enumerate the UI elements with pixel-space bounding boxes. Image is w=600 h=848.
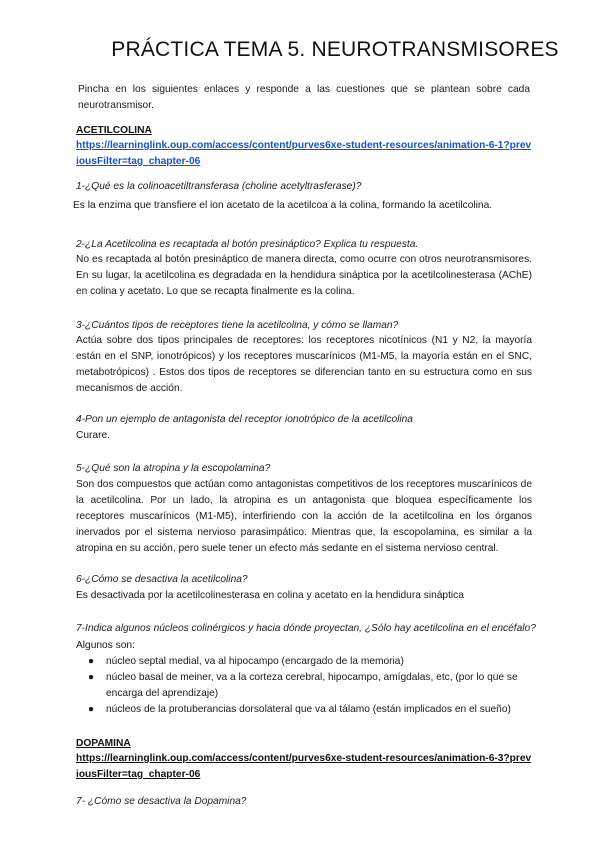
page-title: PRÁCTICA TEMA 5. NEUROTRANSMISORES [111, 38, 559, 61]
nuclei-list [76, 654, 532, 718]
answer-4: Curare. [76, 430, 110, 441]
question-2: 2-¿La Acetilcolina es recaptada al botón presináptico? Explica tu respuesta. [76, 239, 419, 250]
question-1: 1-¿Qué es la colinoacetiltransferasa (choline acetyltrasferase)? [76, 181, 362, 192]
question-7: 7-Indica algunos núcleos colinérgicos y hacia dónde proyectan, ¿Sólo hay acetilcolina en el encéfalo? [76, 623, 536, 634]
answer-3: Actúa sobre dos tipos principales de receptores: los receptores nicotínicos (N1 y N2, la mayoría están en el SNP, ionotrópicos) y los receptores muscarínicos (M1-M5, la mayoría están en el SNC, metabotrópicos) . Estos dos tipos de receptores se diferencian tanto en su estructura como en sus mecanismos de acción. [76, 335, 532, 394]
question-dopamina-7: 7- ¿Cómo se desactiva la Dopamina? [76, 796, 247, 807]
dopamina-link[interactable]: https://learninglink.oup.com/access/content/purves6xe-student-resources/animation-6-3?previousFilter=tag_chapter-06 [76, 753, 532, 780]
list-item: ● núcleo septal medial, va al hipocampo (encargado de la memoria) [76, 654, 532, 670]
question-4: 4-Pon un ejemplo de antagonista del receptor ionotrópico de la acetilcolina [76, 414, 413, 425]
question-6: 6-¿Cómo se desactiva la acetilcolina? [76, 574, 248, 585]
answer-2: No es recaptada al botón presináptico de manera directa, como ocurre con otros neurotransmisores. En su lugar, la acetilcolina es degradada en la hendidura sináptica por la acetilcolinesterasa (AChE) en colina y acetato. Lo que se recapta finalmente es la colina. [76, 254, 532, 297]
list-item: ● núcleos de la protuberancias dorsolateral que va al tálamo (están implicados en el sueño) [76, 702, 532, 718]
question-5: 5-¿Qué son la atropina y la escopolamina? [76, 463, 271, 474]
acetilcolina-link[interactable]: https://learninglink.oup.com/access/content/purves6xe-student-resources/animation-6-1?previousFilter=tag_chapter-06 [76, 140, 532, 167]
bullet-icon: ● [88, 672, 95, 683]
bullet-icon: ● [88, 704, 95, 715]
answer-1: Es la enzima que transfiere el ion acetato de la acetilcoa a la colina, formando la acetilcolina. [73, 200, 493, 211]
list-item: ● núcleo basal de meiner, va a la corteza cerebral, hipocampo, amígdalas, etc, (por lo que se encarga del aprendizaje) [88, 672, 518, 699]
answer-7-lead: Algunos son: [76, 640, 135, 651]
answer-6: Es desactivada por la acetilcolinesterasa en colina y acetato en la hendidura sináptica [76, 590, 464, 601]
answer-5: Son dos compuestos que actúan como antagonistas competitivos de los receptores muscarínicos de la acetilcolina. Por un lado, la atropina es un antagonista que bloquea específicamente los receptores muscarínicos (M1-M5), interfiriendo con la acción de la acetilcolina en los órganos inervados por el sistema nervioso parasimpático. Mientras que, la escopolamina, es similar a la atropina en su acción, pero suele tener un efecto más sedante en el sistema nervioso central. [76, 479, 532, 554]
section-heading-dopamina: DOPAMINA [76, 738, 131, 749]
section-heading-acetilcolina: ACETILCOLINA [76, 125, 152, 136]
bullet-icon: ● [88, 656, 95, 667]
intro-paragraph: Pincha en los siguientes enlaces y responde a las cuestiones que se plantean sobre cada neurotransmisor. [78, 84, 530, 111]
question-3: 3-¿Cuántos tipos de receptores tiene la acetilcolina, y cómo se llaman? [76, 320, 399, 331]
